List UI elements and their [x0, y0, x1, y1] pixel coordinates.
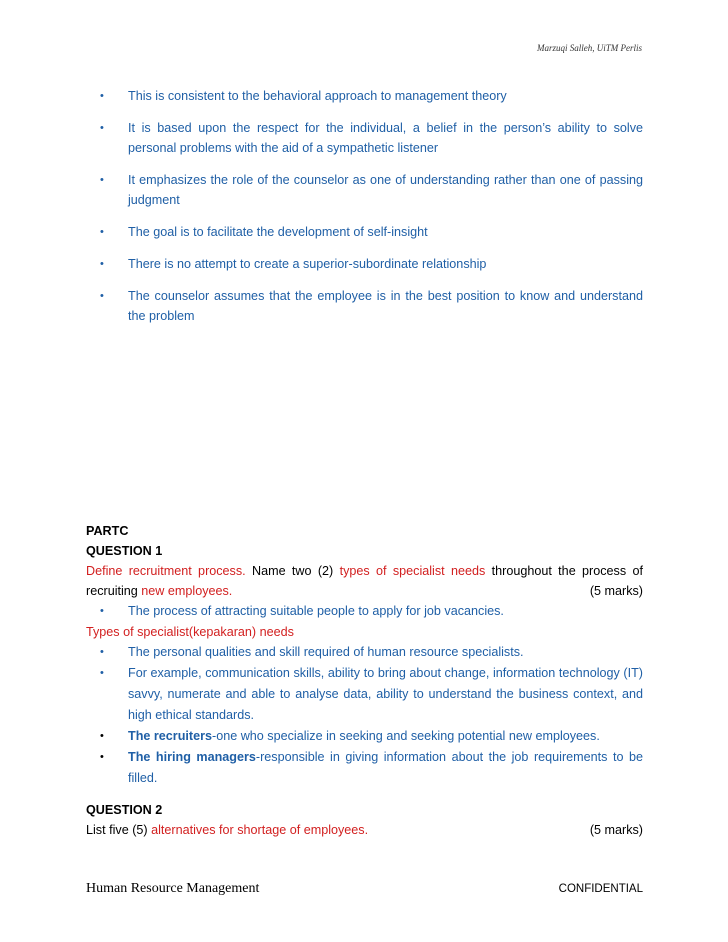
- list-item: • The personal qualities and skill required of human resource specialists.: [86, 642, 643, 663]
- bullet-icon: •: [100, 751, 104, 763]
- list-item: • It emphasizes the role of the counselor as one of understanding rather than one of passing judgment: [86, 170, 643, 210]
- list-item: • The hiring managers-responsible in giving information about the job requirements to be filled.: [86, 747, 643, 789]
- bullet-icon: •: [100, 730, 104, 742]
- bullet-icon: •: [100, 122, 104, 134]
- bullet-icon: •: [100, 646, 104, 658]
- answer-list-1: [86, 601, 643, 622]
- question-1-marks: (5 marks): [589, 584, 643, 598]
- bullet-icon: •: [100, 667, 104, 679]
- question-2-section: [86, 800, 643, 840]
- page-header: Marzuqi Salleh, UiTM Perlis: [537, 43, 642, 53]
- part-c-section: [86, 521, 643, 789]
- part-heading: PARTC: [86, 524, 129, 538]
- footer-left: Human Resource Management: [86, 881, 260, 896]
- bullet-list-top: [86, 86, 643, 326]
- bullet-icon: •: [100, 605, 104, 617]
- list-item: • For example, communication skills, ability to bring about change, information technology (IT) savvy, numerate and able to analyse data, ability to understand the business context, and high ethical standards.: [86, 663, 643, 726]
- bullet-icon: •: [100, 90, 104, 102]
- footer-right: CONFIDENTIAL: [558, 883, 643, 895]
- bullet-icon: •: [100, 226, 104, 238]
- question-1-title: QUESTION 1: [86, 544, 163, 558]
- list-item: • There is no attempt to create a superior-subordinate relationship: [86, 254, 643, 274]
- answer-list-2: [86, 642, 643, 789]
- bullet-icon: •: [100, 174, 104, 186]
- types-heading: Types of specialist(kepakaran) needs: [86, 625, 294, 639]
- question-1-text: Define recruitment process. Name two (2) types of specialist needs throughout the process of recruiting new employees. (5 marks): [86, 561, 643, 601]
- bullet-icon: •: [100, 290, 104, 302]
- bullet-icon: •: [100, 258, 104, 270]
- list-item: • The recruiters-one who specialize in seeking and seeking potential new employees.: [86, 726, 643, 747]
- question-2-title: QUESTION 2: [86, 803, 163, 817]
- page-footer: [86, 881, 643, 897]
- list-item: • This is consistent to the behavioral approach to management theory: [86, 86, 643, 106]
- list-item: • The counselor assumes that the employee is in the best position to know and understand the problem: [86, 286, 643, 326]
- list-item: • The process of attracting suitable people to apply for job vacancies.: [86, 601, 643, 622]
- list-item: • It is based upon the respect for the individual, a belief in the person’s ability to solve personal problems with the aid of a sympathetic listener: [86, 118, 643, 158]
- list-item: • The goal is to facilitate the development of self-insight: [86, 222, 643, 242]
- question-2-text: List five (5) alternatives for shortage of employees. (5 marks): [86, 820, 643, 840]
- question-2-marks: (5 marks): [589, 823, 643, 837]
